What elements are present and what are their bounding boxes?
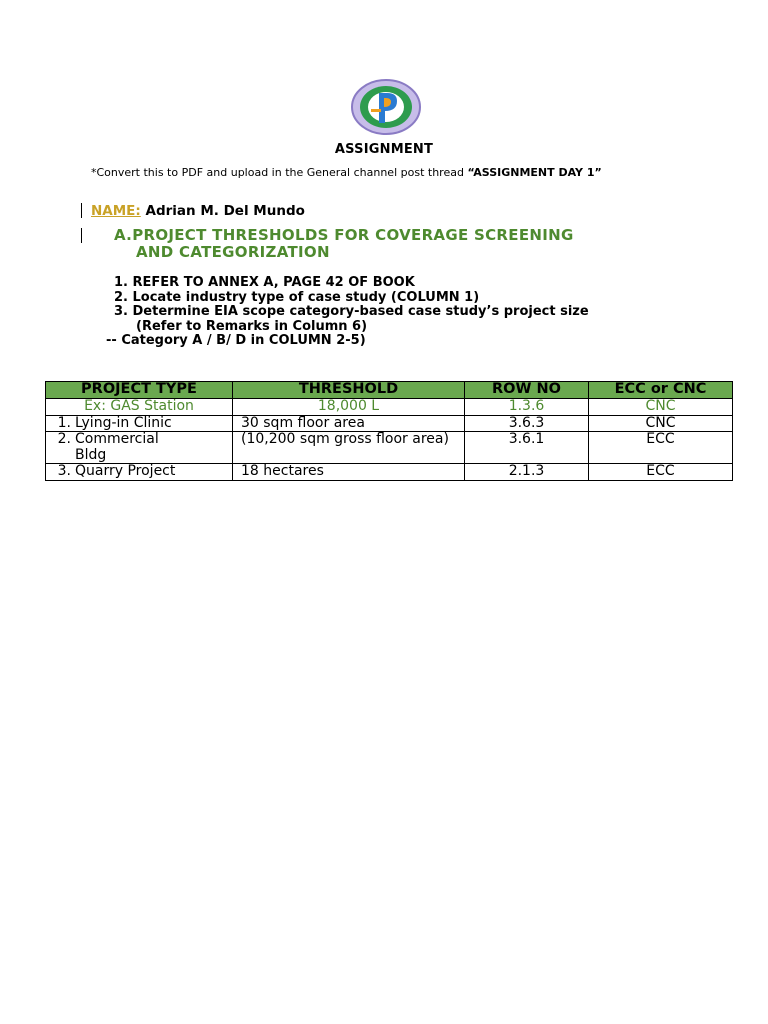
project-type: Commercial: [75, 431, 159, 447]
section-title-line1: PROJECT THRESHOLDS FOR COVERAGE SCREENING: [132, 226, 574, 244]
col-header-threshold: THRESHOLD: [233, 382, 465, 399]
cell: 30 sqm floor area: [233, 415, 465, 432]
step-3: 3. Determine EIA scope category-based case study’s project size: [114, 304, 589, 319]
upload-note: [91, 166, 602, 179]
section-marker: A.: [114, 226, 133, 244]
threshold-table: [45, 381, 733, 481]
school-seal-icon: [351, 79, 421, 135]
table-row: [46, 464, 733, 481]
cell: 3.6.1: [465, 432, 589, 464]
cell: 18 hectares: [233, 464, 465, 481]
project-type-cont: Bldg: [75, 446, 107, 463]
cell: 3.6.3: [465, 415, 589, 432]
table-header-row: [46, 382, 733, 399]
col-header-project-type: PROJECT TYPE: [46, 382, 233, 399]
section-a-heading: [114, 227, 574, 261]
margin-bar: [81, 203, 82, 218]
note-thread-name: “ASSIGNMENT DAY 1”: [467, 166, 602, 179]
project-type: Lying-in Clinic: [75, 414, 172, 431]
row-number: 2.: [57, 431, 71, 447]
student-name: Adrian M. Del Mundo: [145, 203, 305, 219]
step-2: 2. Locate industry type of case study (COLUMN 1): [114, 289, 480, 305]
cell: Ex: GAS Station: [46, 399, 233, 416]
cell: [46, 432, 233, 464]
cell: 18,000 L: [233, 399, 465, 416]
instruction-list: [106, 275, 589, 349]
cell: ECC: [589, 432, 733, 464]
cell: CNC: [589, 415, 733, 432]
step-category: -- Category A / B/ D in COLUMN 2-5): [106, 333, 366, 348]
table-row-example: [46, 399, 733, 416]
table-row: [46, 415, 733, 432]
row-number: 1.: [57, 414, 71, 431]
cell: 2.1.3: [465, 464, 589, 481]
cell: CNC: [589, 399, 733, 416]
note-text: *Convert this to PDF and upload in the General channel post thread: [91, 166, 468, 179]
col-header-row-no: ROW NO: [465, 382, 589, 399]
cell: [46, 415, 233, 432]
section-title-line2: AND CATEGORIZATION: [136, 243, 330, 261]
page-title: ASSIGNMENT: [334, 142, 434, 157]
row-number: 3.: [57, 463, 71, 479]
name-row: [91, 203, 305, 219]
cell: 1.3.6: [465, 399, 589, 416]
name-label: NAME:: [91, 203, 141, 219]
margin-bar: [81, 228, 82, 243]
step-1: 1. REFER TO ANNEX A, PAGE 42 OF BOOK: [114, 275, 415, 290]
project-type: Quarry Project: [75, 463, 176, 479]
table-row: [46, 432, 733, 464]
cell: ECC: [589, 464, 733, 481]
col-header-ecc-cnc: ECC or CNC: [589, 382, 733, 399]
step-3-remark: (Refer to Remarks in Column 6): [136, 318, 368, 334]
cell: (10,200 sqm gross floor area): [233, 432, 465, 464]
cell: [46, 464, 233, 481]
